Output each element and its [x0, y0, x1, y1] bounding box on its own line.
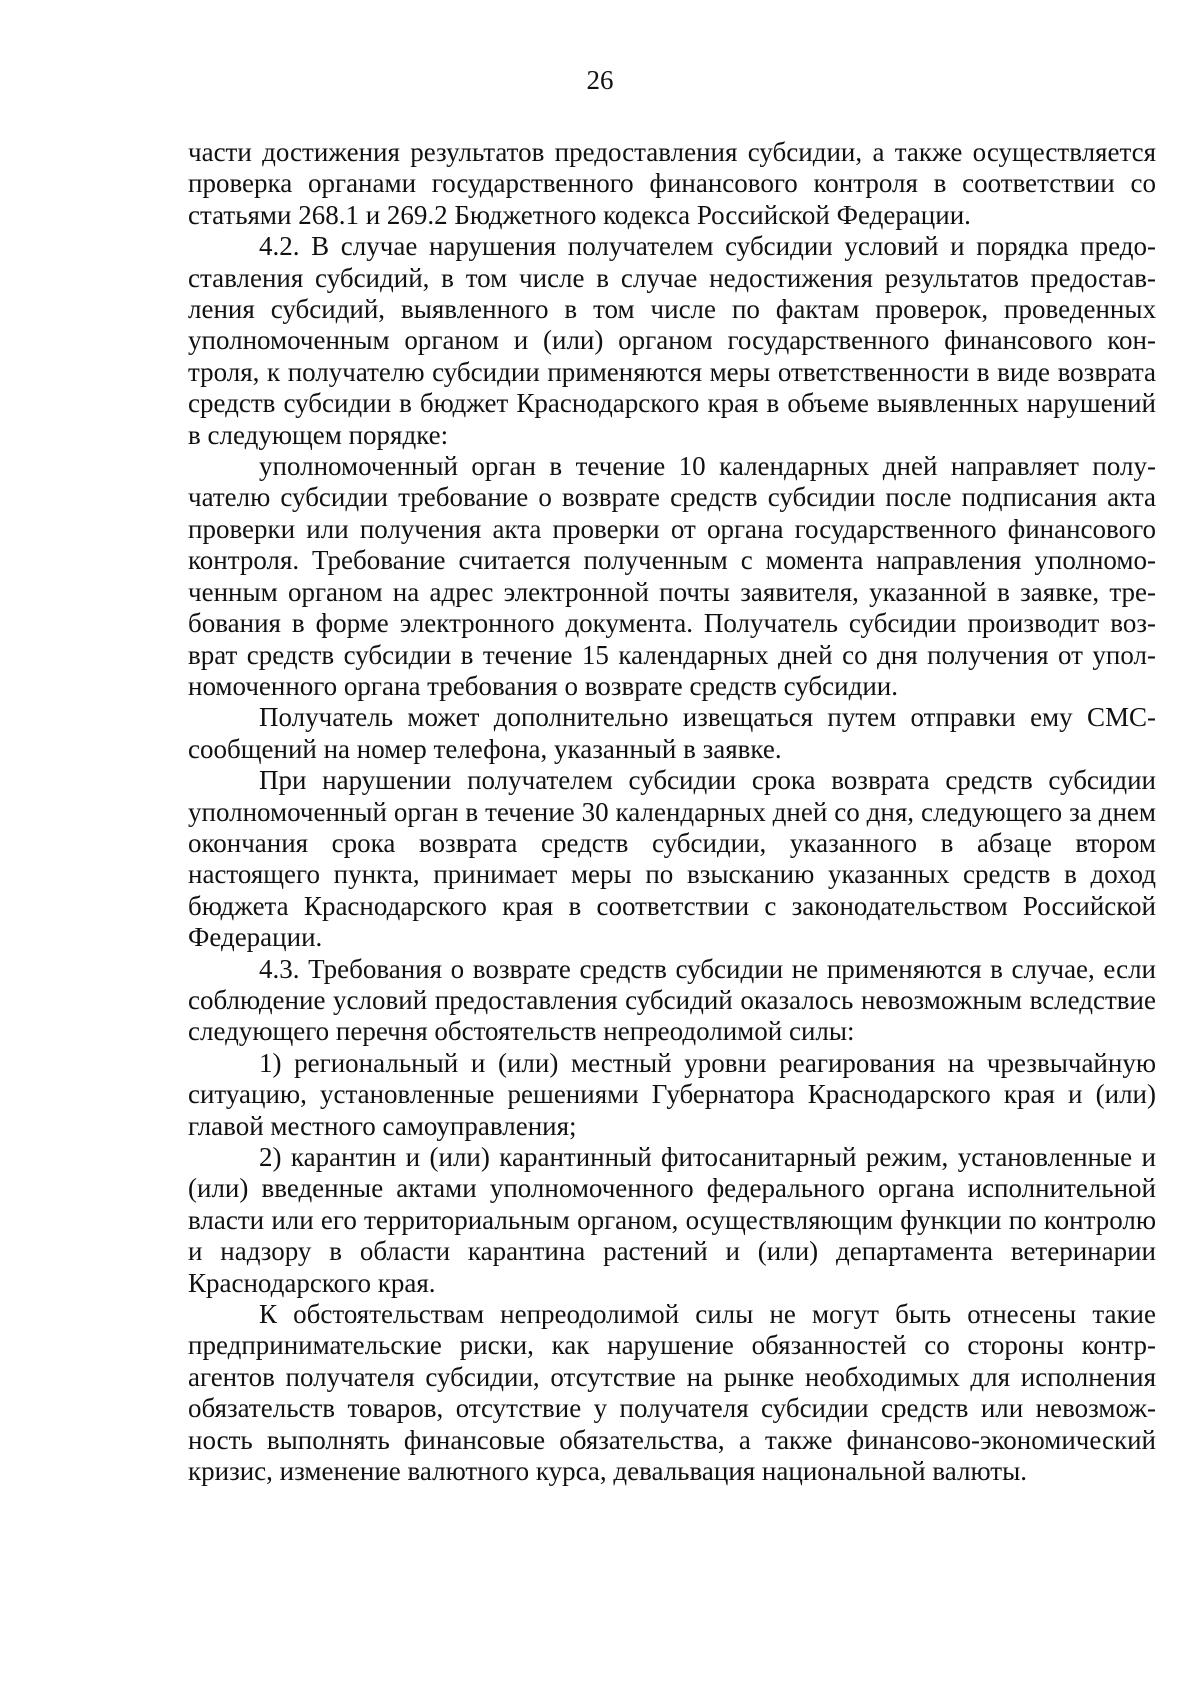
- document-body: [188, 137, 1156, 1487]
- paragraph-4-2: 4.2. В случае нарушения получателем субсидии условий и порядка предоставления субсидий, в том числе в случае недостижения результатов предоставления субсидий, выявленного в том числе по фактам проверок, проведенных уполномоченным органом и (или) органом государственного финансового контроля, к получателю субсидии применяются меры ответственности в виде возврата средств субсидии в бюджет Краснодарского края в объеме выявленных нарушений в следующем порядке:: [188, 231, 1156, 450]
- paragraph-4-3: 4.3. Требования о возврате средств субсидии не применяются в случае, если соблюдение условий предоставления субсидий оказалось невозможным вследствие следующего перечня обстоятельств непреодолимой силы:: [188, 953, 1156, 1047]
- list-item-2: 2) карантин и (или) карантинный фитосанитарный режим, установленные и (или) введенные актами уполномоченного федерального органа исполнительной власти или его территориальным органом, осуществляющим функции по контролю и надзору в области карантина растений и (или) департамента ветеринарии Краснодарского края.: [188, 1142, 1156, 1298]
- list-item-1: 1) региональный и (или) местный уровни реагирования на чрезвычайную ситуацию, установленные решениями Губернатора Краснодарского края и (или) главой местного самоуправления;: [188, 1047, 1156, 1141]
- page-number: 26: [586, 65, 614, 95]
- paragraph-continuation: части достижения результатов предоставления субсидии, а также осуществляется проверка органами государственного финансового контроля в соответствии со статьями 268.1 и 269.2 Бюджетного кодекса Российской Федерации.: [188, 137, 1156, 230]
- paragraph-authority-demand: уполномоченный орган в течение 10 календарных дней направляет получателю субсидии требование о возврате средств субсидии после подписания акта проверки или получения акта проверки от органа государственного финансового контроля. Требование считается полученным с момента направления уполномоченным органом на адрес электронной почты заявителя, указанной в заявке, требования в форме электронного документа. Получатель субсидии производит возврат средств субсидии в течение 15 календарных дней со дня получения от уполномоченного органа требования о возврате средств субсидии.: [188, 451, 1156, 701]
- paragraph-recovery: При нарушении получателем субсидии срока возврата средств субсидии уполномоченный орган в течение 30 календарных дней со дня, следующего за днем окончания срока возврата средств субсидии, указанного в абзаце втором настоящего пункта, принимает меры по взысканию указанных средств в доход бюджета Краснодарского края в соответствии с законодательством Российской Федерации.: [188, 765, 1156, 953]
- paragraph-sms-notice: Получатель может дополнительно извещаться путем отправки ему СМС-сообщений на номер телефона, указанный в заявке.: [188, 702, 1156, 764]
- paragraph-force-majeure-exclusions: К обстоятельствам непреодолимой силы не могут быть отнесены такие предпринимательские риски, как нарушение обязанностей со стороны контрагентов получателя субсидии, отсутствие на рынке необходимых для исполнения обязательств товаров, отсутствие у получателя субсидии средств или невозможность выполнять финансовые обязательства, а также финансово-экономический кризис, изменение валютного курса, девальвация национальной валюты.: [188, 1299, 1156, 1487]
